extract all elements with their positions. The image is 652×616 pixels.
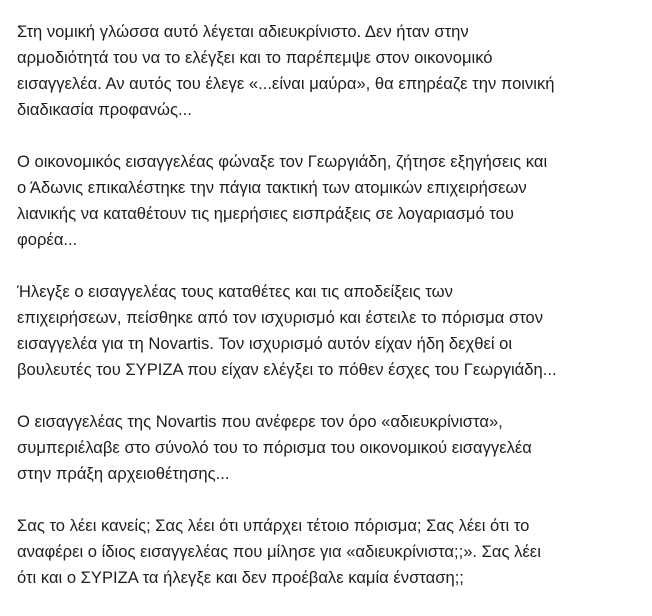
text-line: ο Άδωνις επικαλέστηκε την πάγια τακτική των ατομικών επιχειρήσεων [17, 178, 527, 197]
paragraph-2 [17, 149, 652, 253]
text-line: στην πράξη αρχειοθέτησης... [17, 464, 230, 483]
text-line: Στη νομική γλώσσα αυτό λέγεται αδιευκρίνιστο. Δεν ήταν στην [17, 22, 469, 41]
text-line: επιχειρήσεων, πείσθηκε από τον ισχυρισμό και έστειλε το πόρισμα στον [17, 308, 544, 327]
text-line: αναφέρει ο ίδιος εισαγγελέας που μίλησε για «αδιευκρίνιστα;;». Σας λέει [17, 542, 541, 561]
text-line: διαδικασία προφανώς... [17, 100, 192, 119]
paragraph-4 [17, 409, 652, 487]
text-line: ότι και ο ΣΥΡΙΖΑ τα ήλεγξε και δεν προέβαλε καμία ένσταση;; [17, 568, 464, 587]
paragraph-1 [17, 19, 652, 123]
text-line: Ο εισαγγελέας της Novartis που ανέφερε τον όρο «αδιευκρίνιστα», [17, 412, 503, 431]
paragraph-3 [17, 279, 652, 383]
text-line: εισαγγελέα για τη Novartis. Τον ισχυρισμό αυτόν είχαν ήδη δεχθεί οι [17, 334, 513, 353]
text-line: λιανικής να καταθέτουν τις ημερήσιες εισπράξεις σε λογαριασμό του [17, 204, 514, 223]
text-line: Ο οικονομικός εισαγγελέας φώναξε τον Γεωργιάδη, ζήτησε εξηγήσεις και [17, 152, 548, 171]
text-line: Σας το λέει κανείς; Σας λέει ότι υπάρχει τέτοιο πόρισμα; Σας λέει ότι το [17, 516, 530, 535]
text-line: αρμοδιότητά του να το ελέγξει και το παρέπεμψε στον οικονομικό [17, 48, 493, 67]
paragraph-5 [17, 513, 652, 591]
text-line: συμπεριέλαβε στο σύνολό του το πόρισμα του οικονομικού εισαγγελέα [17, 438, 532, 457]
text-line: Ήλεγξε ο εισαγγελέας τους καταθέτες και τις αποδείξεις των [17, 282, 453, 301]
text-line: φορέα... [17, 230, 78, 249]
text-line: βουλευτές του ΣΥΡΙΖΑ που είχαν ελέγξει το πόθεν έσχες του Γεωργιάδη... [17, 360, 557, 379]
text-line: εισαγγελέα. Αν αυτός του έλεγε «...είναι μαύρα», θα επηρέαζε την ποινική [17, 74, 555, 93]
